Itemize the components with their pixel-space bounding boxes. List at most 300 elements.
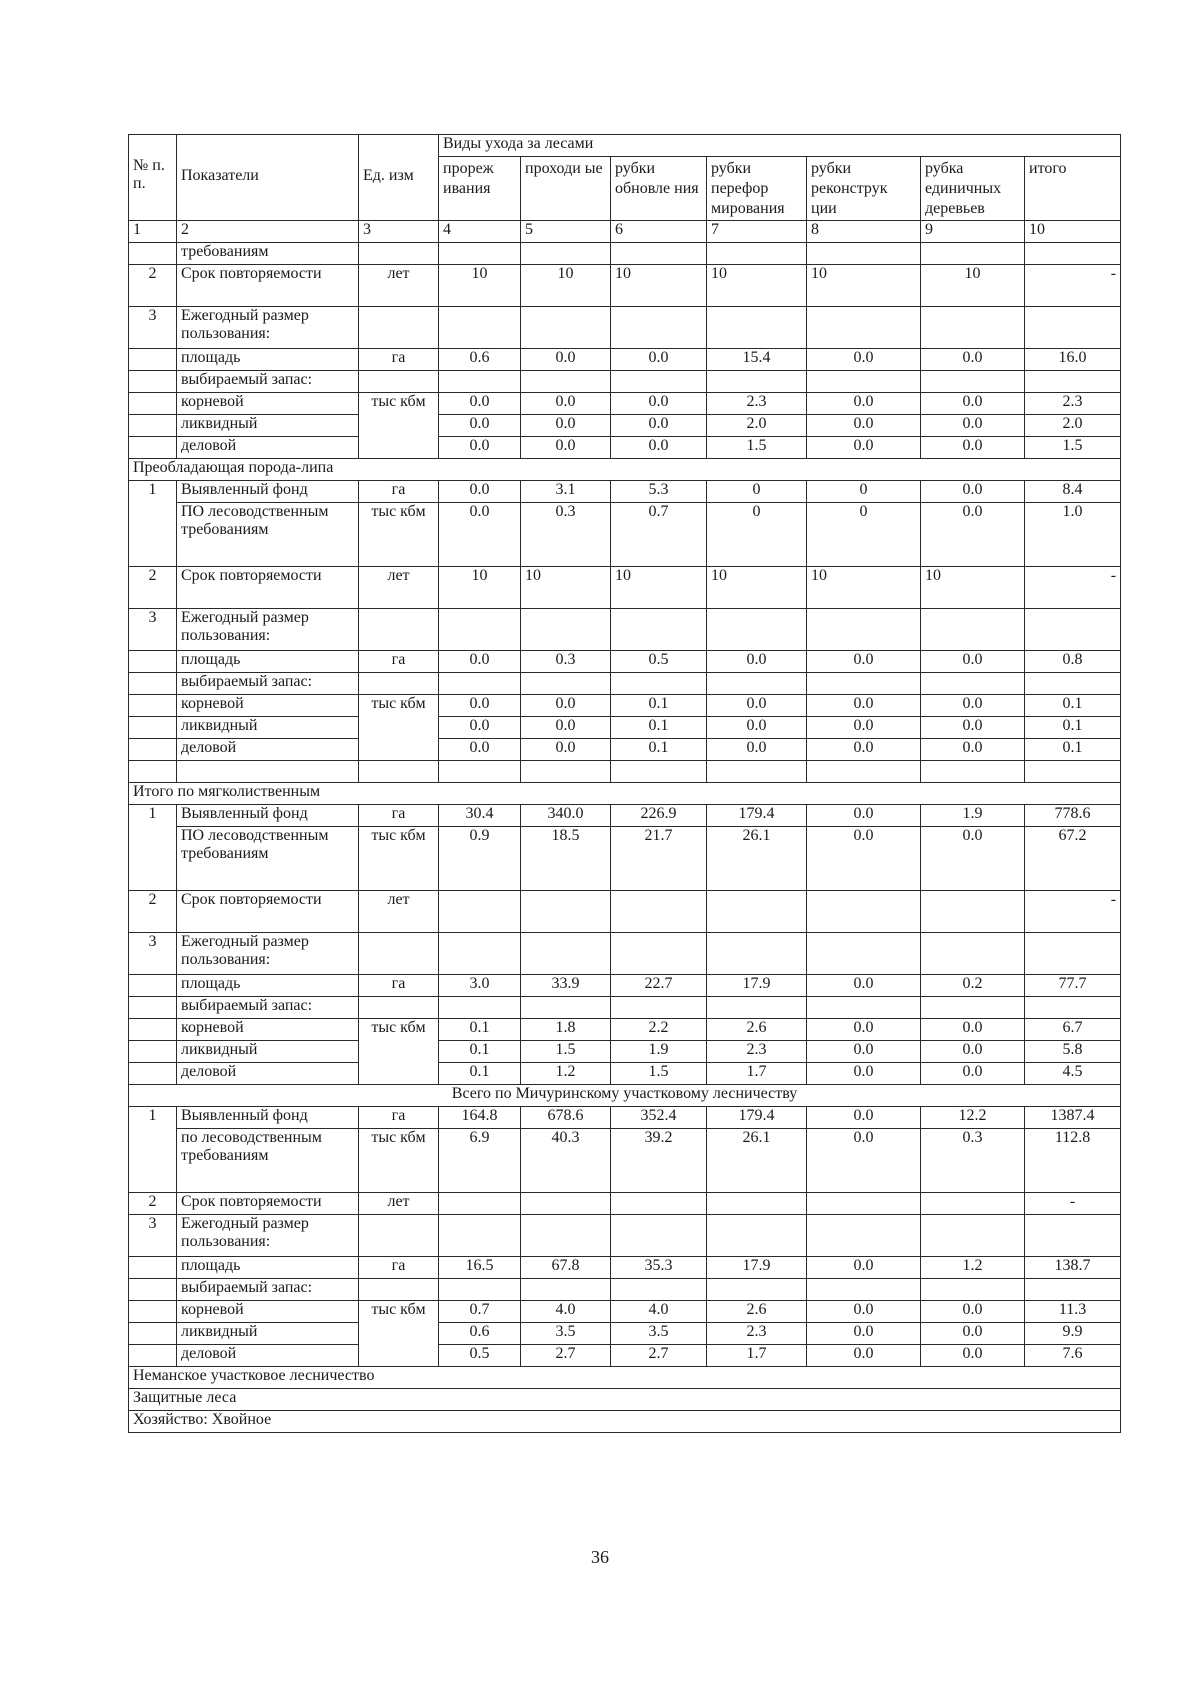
value-cell: 3.5 — [611, 1323, 707, 1345]
value-cell: - — [1025, 265, 1121, 307]
value-cell — [807, 1193, 921, 1215]
row-number — [129, 349, 177, 371]
section-title: Итого по мягколиственным — [129, 783, 1121, 805]
row-number — [129, 243, 177, 265]
value-cell — [921, 997, 1025, 1019]
unit-cell: тыс кбм — [359, 1019, 439, 1085]
value-cell: 39.2 — [611, 1129, 707, 1193]
value-cell: 0 — [807, 481, 921, 503]
row-number — [129, 975, 177, 997]
indicator-label: ПО лесоводственным требованиям — [177, 827, 359, 891]
value-cell: 0.0 — [921, 1041, 1025, 1063]
value-cell: 11.3 — [1025, 1301, 1121, 1323]
value-cell: 2.7 — [611, 1345, 707, 1367]
value-cell: 0.0 — [611, 349, 707, 371]
value-cell: 3.1 — [521, 481, 611, 503]
row-number — [129, 1257, 177, 1279]
value-cell: 0.0 — [807, 1129, 921, 1193]
value-cell: - — [1025, 891, 1121, 933]
value-cell: 1.2 — [921, 1257, 1025, 1279]
indicator-label: корневой — [177, 393, 359, 415]
value-cell — [521, 1193, 611, 1215]
value-cell — [707, 933, 807, 975]
indicator-label: Ежегодный размер пользования: — [177, 307, 359, 349]
row-number — [129, 1323, 177, 1345]
value-cell: 3.5 — [521, 1323, 611, 1345]
value-cell: 1.7 — [707, 1345, 807, 1367]
table-row — [129, 761, 1121, 783]
row-number — [129, 393, 177, 415]
indicator-label — [177, 761, 359, 783]
value-cell: 0.0 — [921, 349, 1025, 371]
value-cell: 226.9 — [611, 805, 707, 827]
value-cell — [707, 997, 807, 1019]
row-number — [129, 997, 177, 1019]
indicator-label: Ежегодный размер пользования: — [177, 609, 359, 651]
value-cell: 0.0 — [921, 1063, 1025, 1085]
value-cell: 2.3 — [707, 1323, 807, 1345]
header-col-6: рубка единичных деревьев — [921, 157, 1025, 221]
table-row — [129, 695, 1121, 717]
value-cell: 17.9 — [707, 975, 807, 997]
unit-cell: га — [359, 651, 439, 673]
table-row — [129, 891, 1121, 933]
row-number: 3 — [129, 933, 177, 975]
indicator-label: корневой — [177, 1019, 359, 1041]
value-cell: 16.0 — [1025, 349, 1121, 371]
indicator-label: выбираемый запас: — [177, 371, 359, 393]
value-cell: 15.4 — [707, 349, 807, 371]
header-colnum-3: 3 — [359, 221, 439, 243]
value-cell: 10 — [807, 265, 921, 307]
value-cell: 10 — [521, 265, 611, 307]
value-cell — [439, 761, 521, 783]
value-cell — [611, 891, 707, 933]
value-cell: 0.0 — [807, 1019, 921, 1041]
value-cell: 0.0 — [807, 1257, 921, 1279]
value-cell: 0.0 — [807, 975, 921, 997]
value-cell: 22.7 — [611, 975, 707, 997]
value-cell: 0.0 — [439, 415, 521, 437]
value-cell: 138.7 — [1025, 1257, 1121, 1279]
value-cell: 0.1 — [1025, 717, 1121, 739]
value-cell — [521, 243, 611, 265]
value-cell — [611, 243, 707, 265]
indicator-label: корневой — [177, 695, 359, 717]
value-cell: 0.0 — [807, 695, 921, 717]
value-cell: 16.5 — [439, 1257, 521, 1279]
value-cell — [707, 1279, 807, 1301]
value-cell — [707, 307, 807, 349]
header-colnum-9: 9 — [921, 221, 1025, 243]
indicator-label: площадь — [177, 349, 359, 371]
value-cell: 0.0 — [439, 503, 521, 567]
table-row — [129, 1345, 1121, 1367]
value-cell: 0 — [707, 503, 807, 567]
value-cell: 8.4 — [1025, 481, 1121, 503]
value-cell: 0.0 — [439, 717, 521, 739]
value-cell — [1025, 609, 1121, 651]
table-row — [129, 997, 1121, 1019]
value-cell: 0.0 — [611, 437, 707, 459]
indicator-label: выбираемый запас: — [177, 673, 359, 695]
value-cell — [521, 371, 611, 393]
value-cell: 1.9 — [611, 1041, 707, 1063]
value-cell — [1025, 1279, 1121, 1301]
indicator-label: выбираемый запас: — [177, 1279, 359, 1301]
value-cell: 21.7 — [611, 827, 707, 891]
value-cell: 0.2 — [921, 975, 1025, 997]
value-cell: 0.1 — [1025, 739, 1121, 761]
value-cell: 0.6 — [439, 349, 521, 371]
table-row — [129, 1301, 1121, 1323]
value-cell — [521, 933, 611, 975]
row-number — [129, 717, 177, 739]
value-cell: 0.1 — [611, 739, 707, 761]
indicator-label: площадь — [177, 1257, 359, 1279]
value-cell: 340.0 — [521, 805, 611, 827]
value-cell — [1025, 761, 1121, 783]
value-cell: 10 — [521, 567, 611, 609]
value-cell: 4.0 — [611, 1301, 707, 1323]
value-cell — [921, 1215, 1025, 1257]
value-cell: 2.6 — [707, 1301, 807, 1323]
value-cell — [439, 1215, 521, 1257]
indicator-label: ликвидный — [177, 1323, 359, 1345]
value-cell: 0 — [807, 503, 921, 567]
row-number: 2 — [129, 891, 177, 933]
value-cell — [807, 307, 921, 349]
value-cell — [807, 673, 921, 695]
value-cell: 0.0 — [807, 1107, 921, 1129]
value-cell: 5.8 — [1025, 1041, 1121, 1063]
value-cell — [439, 1193, 521, 1215]
value-cell: 2.3 — [707, 1041, 807, 1063]
table-row — [129, 1107, 1121, 1129]
table-row — [129, 265, 1121, 307]
row-number: 2 — [129, 567, 177, 609]
table-row — [129, 1019, 1121, 1041]
indicator-label: Срок повторяемости — [177, 1193, 359, 1215]
value-cell: 0.0 — [707, 717, 807, 739]
value-cell: 30.4 — [439, 805, 521, 827]
value-cell — [439, 371, 521, 393]
row-number — [129, 739, 177, 761]
header-colnum-7: 7 — [707, 221, 807, 243]
value-cell: 0.0 — [707, 651, 807, 673]
unit-cell: тыс кбм — [359, 1129, 439, 1193]
value-cell: 2.7 — [521, 1345, 611, 1367]
value-cell: 0.1 — [439, 1063, 521, 1085]
value-cell — [807, 933, 921, 975]
value-cell: 0.0 — [521, 437, 611, 459]
header-num: № п. п. — [129, 135, 177, 221]
row-number — [129, 371, 177, 393]
value-cell: 0.6 — [439, 1323, 521, 1345]
value-cell — [439, 891, 521, 933]
value-cell — [611, 1279, 707, 1301]
value-cell — [921, 1279, 1025, 1301]
table-row — [129, 739, 1121, 761]
value-cell: 26.1 — [707, 1129, 807, 1193]
unit-cell: тыс кбм — [359, 503, 439, 567]
value-cell: 2.0 — [1025, 415, 1121, 437]
indicator-label: Ежегодный размер пользования: — [177, 933, 359, 975]
value-cell: 0.0 — [521, 717, 611, 739]
value-cell — [921, 933, 1025, 975]
value-cell — [521, 673, 611, 695]
value-cell — [521, 997, 611, 1019]
value-cell: 0.0 — [611, 415, 707, 437]
value-cell: 4.5 — [1025, 1063, 1121, 1085]
value-cell: 0.0 — [921, 1345, 1025, 1367]
value-cell — [521, 891, 611, 933]
value-cell — [611, 997, 707, 1019]
section-title: Преобладающая порода-липа — [129, 459, 1121, 481]
section-title: Всего по Мичуринскому участковому лесничеству — [129, 1085, 1121, 1107]
value-cell: 0.0 — [807, 415, 921, 437]
value-cell — [707, 891, 807, 933]
value-cell: 0.0 — [439, 393, 521, 415]
value-cell: 2.2 — [611, 1019, 707, 1041]
row-number — [129, 1345, 177, 1367]
value-cell — [439, 997, 521, 1019]
unit-cell: га — [359, 975, 439, 997]
table-row — [129, 827, 1121, 891]
value-cell — [707, 1215, 807, 1257]
value-cell: 0.5 — [611, 651, 707, 673]
value-cell: 0.0 — [439, 695, 521, 717]
unit-cell — [359, 997, 439, 1019]
value-cell — [439, 243, 521, 265]
value-cell — [921, 761, 1025, 783]
value-cell: 0.0 — [521, 415, 611, 437]
indicator-label: Выявленный фонд — [177, 1107, 359, 1129]
value-cell: 0.0 — [921, 651, 1025, 673]
table-row — [129, 717, 1121, 739]
indicator-label: корневой — [177, 1301, 359, 1323]
unit-cell — [359, 761, 439, 783]
value-cell: 1.2 — [521, 1063, 611, 1085]
value-cell: 2.0 — [707, 415, 807, 437]
indicator-label: требованиям — [177, 243, 359, 265]
indicator-label: Выявленный фонд — [177, 481, 359, 503]
value-cell — [611, 933, 707, 975]
value-cell: 10 — [921, 567, 1025, 609]
value-cell: 10 — [611, 265, 707, 307]
header-col-4: рубки перефор мирования — [707, 157, 807, 221]
header-colnum-2: 2 — [177, 221, 359, 243]
value-cell — [707, 609, 807, 651]
indicator-label: ПО лесоводственным требованиям — [177, 503, 359, 567]
unit-cell: га — [359, 1107, 439, 1129]
value-cell: 0.0 — [807, 437, 921, 459]
value-cell — [807, 1279, 921, 1301]
value-cell — [921, 891, 1025, 933]
header-colnum-5: 5 — [521, 221, 611, 243]
indicator-label: площадь — [177, 651, 359, 673]
unit-cell: га — [359, 805, 439, 827]
value-cell — [521, 609, 611, 651]
value-cell: 0.5 — [439, 1345, 521, 1367]
row-number — [129, 761, 177, 783]
unit-cell — [359, 673, 439, 695]
indicator-label: деловой — [177, 437, 359, 459]
header-colnum-4: 4 — [439, 221, 521, 243]
row-number: 3 — [129, 1215, 177, 1257]
indicator-label: Выявленный фонд — [177, 805, 359, 827]
value-cell: 0.7 — [611, 503, 707, 567]
value-cell — [439, 609, 521, 651]
section-title: Хозяйство: Хвойное — [129, 1411, 1121, 1433]
value-cell — [611, 371, 707, 393]
row-number: 3 — [129, 307, 177, 349]
table-row — [129, 459, 1121, 481]
unit-cell: лет — [359, 891, 439, 933]
value-cell — [521, 1215, 611, 1257]
table-row — [129, 609, 1121, 651]
value-cell: 778.6 — [1025, 805, 1121, 827]
value-cell: 678.6 — [521, 1107, 611, 1129]
header-colnum-6: 6 — [611, 221, 707, 243]
value-cell: 0.0 — [807, 827, 921, 891]
table-row — [129, 567, 1121, 609]
value-cell — [921, 673, 1025, 695]
row-number: 2 — [129, 265, 177, 307]
row-number — [129, 1301, 177, 1323]
unit-cell — [359, 1279, 439, 1301]
value-cell: 0.0 — [521, 695, 611, 717]
value-cell — [807, 761, 921, 783]
row-number — [129, 1279, 177, 1301]
value-cell: 1387.4 — [1025, 1107, 1121, 1129]
value-cell: 1.5 — [1025, 437, 1121, 459]
value-cell — [807, 371, 921, 393]
section-title: Неманское участковое лесничество — [129, 1367, 1121, 1389]
value-cell: 112.8 — [1025, 1129, 1121, 1193]
value-cell — [1025, 997, 1121, 1019]
value-cell: 0.0 — [921, 437, 1025, 459]
value-cell: 10 — [611, 567, 707, 609]
value-cell: 0.9 — [439, 827, 521, 891]
value-cell: 10 — [707, 567, 807, 609]
value-cell — [611, 1193, 707, 1215]
value-cell: 0.0 — [707, 695, 807, 717]
value-cell: 0 — [707, 481, 807, 503]
unit-cell: га — [359, 349, 439, 371]
value-cell: 0.3 — [521, 503, 611, 567]
indicator-label: деловой — [177, 1345, 359, 1367]
unit-cell: лет — [359, 265, 439, 307]
table-row — [129, 975, 1121, 997]
value-cell: 0.0 — [921, 827, 1025, 891]
unit-cell: лет — [359, 567, 439, 609]
row-number: 3 — [129, 609, 177, 651]
value-cell: 0.0 — [807, 1063, 921, 1085]
table-row — [129, 481, 1121, 503]
value-cell: 1.5 — [521, 1041, 611, 1063]
table-row — [129, 651, 1121, 673]
value-cell: 1.5 — [707, 437, 807, 459]
value-cell: 0.0 — [921, 695, 1025, 717]
unit-cell: тыс кбм — [359, 1301, 439, 1367]
indicator-label: Срок повторяемости — [177, 265, 359, 307]
value-cell: 10 — [707, 265, 807, 307]
value-cell: 1.9 — [921, 805, 1025, 827]
row-number: 1 — [129, 481, 177, 567]
unit-cell — [359, 1215, 439, 1257]
value-cell — [521, 307, 611, 349]
value-cell: 12.2 — [921, 1107, 1025, 1129]
value-cell — [439, 933, 521, 975]
value-cell: 0.7 — [439, 1301, 521, 1323]
value-cell: 0.0 — [921, 739, 1025, 761]
value-cell — [439, 1279, 521, 1301]
value-cell: 0.0 — [521, 739, 611, 761]
value-cell — [807, 609, 921, 651]
row-number — [129, 695, 177, 717]
table-row — [129, 1279, 1121, 1301]
unit-cell: тыс кбм — [359, 695, 439, 761]
table-row — [129, 1389, 1121, 1411]
value-cell — [1025, 933, 1121, 975]
row-number — [129, 1063, 177, 1085]
header-col-1: прореж ивания — [439, 157, 521, 221]
table-row — [129, 805, 1121, 827]
value-cell: 0.0 — [921, 415, 1025, 437]
value-cell: 77.7 — [1025, 975, 1121, 997]
table-row — [129, 503, 1121, 567]
value-cell: 17.9 — [707, 1257, 807, 1279]
value-cell: 1.5 — [611, 1063, 707, 1085]
value-cell: 2.3 — [707, 393, 807, 415]
value-cell — [807, 891, 921, 933]
value-cell: 1.7 — [707, 1063, 807, 1085]
value-cell — [439, 307, 521, 349]
value-cell — [1025, 307, 1121, 349]
value-cell: 0.3 — [921, 1129, 1025, 1193]
indicator-label: ликвидный — [177, 1041, 359, 1063]
value-cell: 0.0 — [439, 481, 521, 503]
table-row — [129, 783, 1121, 805]
header-col-3: рубки обновле ния — [611, 157, 707, 221]
indicator-label: деловой — [177, 1063, 359, 1085]
value-cell — [707, 1193, 807, 1215]
header-group: Виды ухода за лесами — [439, 135, 1121, 157]
value-cell — [611, 673, 707, 695]
value-cell — [1025, 1215, 1121, 1257]
table-row — [129, 1215, 1121, 1257]
unit-cell — [359, 371, 439, 393]
value-cell: 2.6 — [707, 1019, 807, 1041]
value-cell: 10 — [439, 567, 521, 609]
table-row — [129, 673, 1121, 695]
unit-cell — [359, 933, 439, 975]
header-unit: Ед. изм — [359, 135, 439, 221]
indicator-label: площадь — [177, 975, 359, 997]
table-row — [129, 1063, 1121, 1085]
value-cell: 0.0 — [807, 739, 921, 761]
value-cell: 10 — [439, 265, 521, 307]
value-cell: 0.0 — [807, 651, 921, 673]
value-cell: 0.1 — [1025, 695, 1121, 717]
table-row — [129, 243, 1121, 265]
indicator-label: Срок повторяемости — [177, 891, 359, 933]
value-cell — [921, 371, 1025, 393]
value-cell: 0.0 — [921, 1323, 1025, 1345]
header-col-5: рубки реконструк ции — [807, 157, 921, 221]
value-cell: 0.0 — [611, 393, 707, 415]
